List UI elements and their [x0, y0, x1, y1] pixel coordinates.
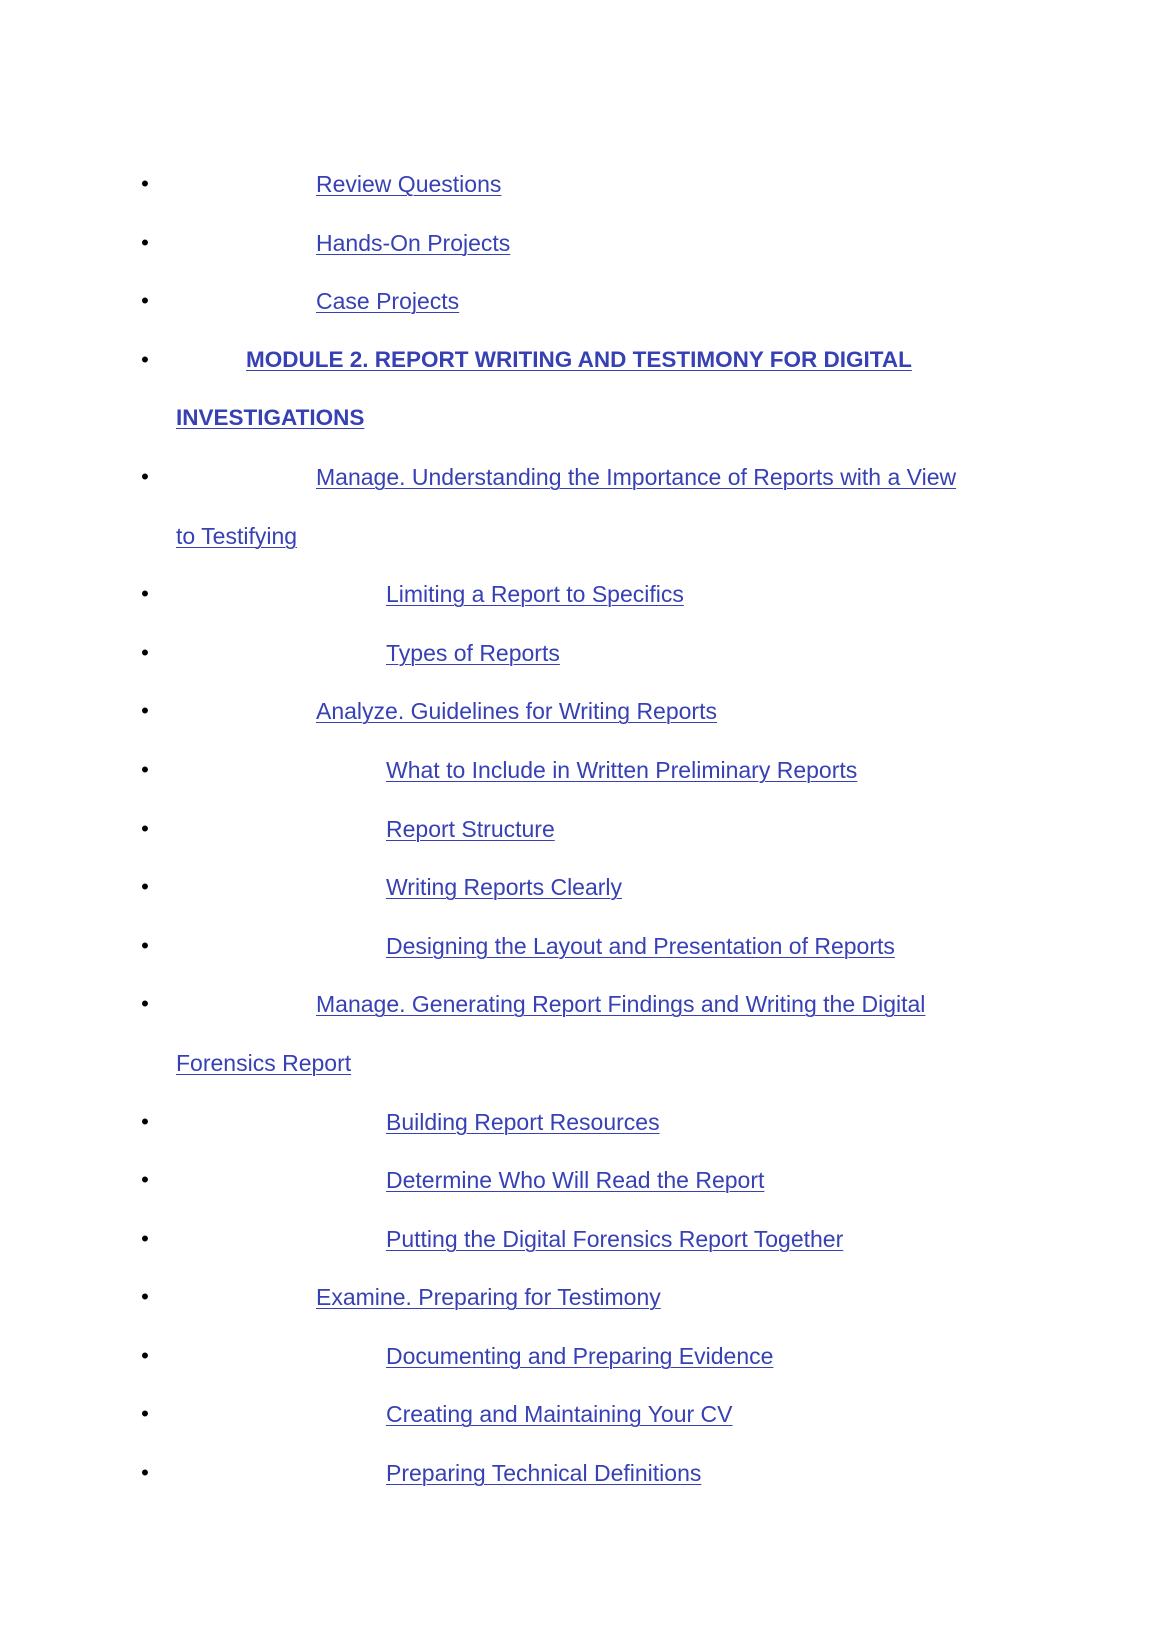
bullet-marker: •	[141, 229, 149, 255]
bullet-marker: •	[141, 346, 149, 372]
link-generating-report-findings-continuation[interactable]: Forensics Report	[176, 1049, 352, 1076]
link-preparing-for-testimony[interactable]: Examine. Preparing for Testimony	[316, 1284, 661, 1311]
toc-item-writing-reports-clearly	[0, 858, 1158, 917]
link-putting-report-together[interactable]: Putting the Digital Forensics Report Together	[386, 1225, 844, 1252]
link-module-2-heading-continuation[interactable]: INVESTIGATIONS	[176, 405, 365, 431]
link-review-questions[interactable]: Review Questions	[316, 171, 502, 197]
link-building-report-resources[interactable]: Building Report Resources	[386, 1108, 660, 1135]
toc-item-review-questions	[0, 155, 1158, 214]
bullet-marker: •	[141, 991, 149, 1017]
toc-item-module-2	[0, 331, 1158, 390]
toc-item-documenting-evidence	[0, 1327, 1158, 1386]
bullet-marker: •	[141, 1460, 149, 1486]
link-case-projects[interactable]: Case Projects	[316, 288, 460, 315]
link-hands-on-projects[interactable]: Hands-On Projects	[316, 229, 511, 256]
bullet-marker: •	[141, 581, 149, 607]
bullet-marker: •	[141, 815, 149, 841]
toc-item-preparing-for-testimony	[0, 1268, 1158, 1327]
link-guidelines-writing-reports[interactable]: Analyze. Guidelines for Writing Reports	[316, 698, 717, 725]
link-creating-cv[interactable]: Creating and Maintaining Your CV	[386, 1401, 733, 1428]
toc-item-generating-report-findings	[0, 975, 1158, 1034]
link-report-structure[interactable]: Report Structure	[386, 815, 555, 842]
toc-item-report-structure	[0, 800, 1158, 859]
bullet-marker: •	[141, 1401, 149, 1427]
bullet-marker: •	[141, 1225, 149, 1251]
bullet-marker: •	[141, 874, 149, 900]
bullet-marker: •	[141, 1342, 149, 1368]
toc-item-generating-report-findings-continuation	[0, 1034, 1158, 1093]
bullet-marker: •	[141, 1108, 149, 1134]
bullet-marker: •	[141, 171, 149, 196]
toc-item-technical-definitions	[0, 1444, 1158, 1503]
link-what-to-include[interactable]: What to Include in Written Preliminary Reports	[386, 756, 858, 783]
toc-item-determine-who-will-read	[0, 1151, 1158, 1210]
bullet-marker: •	[141, 463, 149, 489]
link-understanding-importance-of-reports[interactable]: Manage. Understanding the Importance of Reports with a View	[316, 463, 957, 490]
toc-item-understanding-importance-of-reports	[0, 448, 1158, 507]
link-understanding-importance-continuation[interactable]: to Testifying	[176, 522, 298, 549]
toc-item-putting-report-together	[0, 1210, 1158, 1269]
toc-item-understanding-importance-continuation	[0, 507, 1158, 566]
bullet-marker: •	[141, 756, 149, 782]
link-designing-layout[interactable]: Designing the Layout and Presentation of Reports	[386, 932, 895, 959]
link-documenting-evidence[interactable]: Documenting and Preparing Evidence	[386, 1342, 774, 1369]
bullet-marker: •	[141, 288, 149, 314]
toc-item-types-of-reports	[0, 624, 1158, 683]
link-types-of-reports[interactable]: Types of Reports	[386, 639, 560, 666]
toc-item-guidelines-writing-reports	[0, 682, 1158, 741]
toc-item-building-report-resources	[0, 1093, 1158, 1152]
bullet-marker: •	[141, 932, 149, 958]
toc-item-what-to-include	[0, 741, 1158, 800]
bullet-marker: •	[141, 1284, 149, 1310]
bullet-marker: •	[141, 698, 149, 724]
toc-item-designing-layout	[0, 917, 1158, 976]
toc-item-module-2-continuation	[0, 389, 1158, 448]
link-technical-definitions[interactable]: Preparing Technical Definitions	[386, 1460, 702, 1487]
table-of-contents	[0, 155, 1158, 1503]
toc-item-creating-cv	[0, 1385, 1158, 1444]
link-writing-reports-clearly[interactable]: Writing Reports Clearly	[386, 874, 623, 901]
link-module-2-heading[interactable]: MODULE 2. REPORT WRITING AND TESTIMONY FOR DIGITAL	[246, 346, 912, 372]
link-determine-who-will-read[interactable]: Determine Who Will Read the Report	[386, 1167, 765, 1194]
toc-item-hands-on-projects	[0, 214, 1158, 273]
toc-item-case-projects	[0, 272, 1158, 331]
link-limiting-report[interactable]: Limiting a Report to Specifics	[386, 581, 684, 608]
bullet-marker: •	[141, 1167, 149, 1193]
link-generating-report-findings[interactable]: Manage. Generating Report Findings and Writing the Digital	[316, 991, 926, 1018]
toc-item-limiting-report	[0, 565, 1158, 624]
bullet-marker: •	[141, 639, 149, 665]
